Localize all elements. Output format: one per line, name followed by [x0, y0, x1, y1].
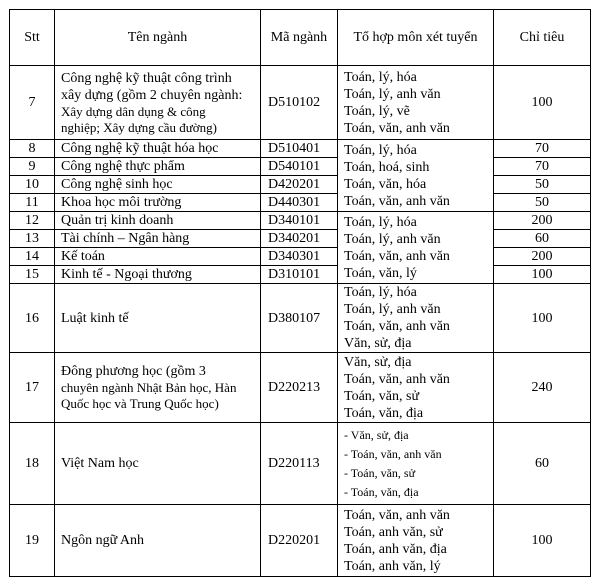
table-row [10, 423, 591, 505]
quota-cell: 60 [494, 230, 591, 248]
quota-cell: 100 [494, 266, 591, 284]
table-row [10, 505, 591, 577]
stt-cell: 13 [10, 230, 55, 248]
stt-cell: 12 [10, 212, 55, 230]
admissions-table-container [9, 9, 591, 577]
code-cell: D540101 [261, 158, 338, 176]
name-cell: Công nghệ kỹ thuật hóa học [55, 140, 261, 158]
name-cell: Tài chính – Ngân hàng [55, 230, 261, 248]
quota-cell: 100 [494, 66, 591, 140]
stt-cell: 19 [10, 505, 55, 577]
combo-line: Toán, lý, hóa [344, 214, 417, 230]
stt-cell: 8 [10, 140, 55, 158]
name-line: Đông phương học (gồm 3 [61, 364, 206, 379]
name-cell: Công nghệ sinh học [55, 176, 261, 194]
quota-cell: 70 [494, 140, 591, 158]
table-row [10, 284, 591, 353]
combo-cell [338, 212, 494, 284]
table-row [10, 230, 591, 248]
code-cell: D510102 [261, 66, 338, 140]
name-line: nghiệp; Xây dựng cầu đường) [61, 119, 217, 135]
combo-line: Toán, lý, hóa [344, 285, 417, 300]
combo-line: Toán, văn, anh văn [344, 507, 450, 523]
code-cell: D510401 [261, 140, 338, 158]
code-cell: D310101 [261, 266, 338, 284]
stt-cell: 14 [10, 248, 55, 266]
combo-line: - Toán, văn, sử [344, 465, 416, 480]
header-quota: Chỉ tiêu [494, 10, 591, 66]
combo-cell [338, 66, 494, 140]
table-row [10, 140, 591, 158]
name-line: Xây dựng dân dụng & công [61, 103, 206, 119]
combo-line: Toán, văn, anh văn [344, 319, 450, 334]
combo-line: Toán, văn, anh văn [344, 248, 450, 264]
name-cell: Việt Nam học [55, 423, 261, 505]
name-line: Công nghệ kỹ thuật công trình [61, 70, 232, 86]
code-cell: D220213 [261, 353, 338, 423]
name-line: chuyên ngành Nhật Bản học, Hàn [61, 380, 237, 395]
combo-cell [338, 284, 494, 353]
table-row [10, 176, 591, 194]
combo-line: Toán, lý, hóa [344, 142, 417, 158]
combo-line: Toán, anh văn, sử [344, 524, 443, 540]
stt-cell: 17 [10, 353, 55, 423]
code-cell: D440301 [261, 194, 338, 212]
combo-line: Toán, văn, anh văn [344, 193, 450, 209]
name-cell [55, 353, 261, 423]
quota-cell: 100 [494, 505, 591, 577]
combo-line: - Văn, sử, địa [344, 427, 409, 442]
combo-line: Văn, sử, địa [344, 354, 412, 370]
quota-cell: 50 [494, 194, 591, 212]
name-line: xây dựng (gồm 2 chuyên ngành: [61, 87, 243, 103]
quota-cell: 50 [494, 176, 591, 194]
name-cell: Công nghệ thực phẩm [55, 158, 261, 176]
quota-cell: 100 [494, 284, 591, 353]
stt-cell: 7 [10, 66, 55, 140]
combo-cell [338, 505, 494, 577]
code-cell: D220201 [261, 505, 338, 577]
quota-cell: 200 [494, 212, 591, 230]
combo-line: Toán, văn, lý [344, 265, 417, 281]
name-line: Quốc học và Trung Quốc học) [61, 396, 219, 411]
code-cell: D340101 [261, 212, 338, 230]
stt-cell: 16 [10, 284, 55, 353]
table-row [10, 353, 591, 423]
combo-line: Toán, văn, anh văn [344, 120, 450, 136]
name-cell [55, 66, 261, 140]
code-cell: D420201 [261, 176, 338, 194]
combo-line: - Toán, văn, địa [344, 484, 419, 499]
combo-line: - Toán, văn, anh văn [344, 446, 442, 461]
combo-line: Toán, lý, vẽ [344, 103, 410, 119]
stt-cell: 15 [10, 266, 55, 284]
combo-line: Văn, sử, địa [344, 336, 412, 351]
header-combo: Tổ hợp môn xét tuyển [338, 10, 494, 66]
name-cell: Luật kinh tế [55, 284, 261, 353]
stt-cell: 10 [10, 176, 55, 194]
combo-line: Toán, anh văn, lý [344, 558, 441, 574]
quota-cell: 70 [494, 158, 591, 176]
combo-line: Toán, văn, anh văn [344, 371, 450, 387]
name-cell: Ngôn ngữ Anh [55, 505, 261, 577]
table-row [10, 158, 591, 176]
combo-line: Toán, văn, hóa [344, 176, 427, 192]
combo-line: Toán, lý, anh văn [344, 231, 441, 247]
header-code: Mã ngành [261, 10, 338, 66]
combo-line: Toán, lý, anh văn [344, 86, 441, 102]
combo-cell [338, 140, 494, 212]
combo-line: Toán, lý, hóa [344, 69, 417, 85]
name-cell: Kế toán [55, 248, 261, 266]
table-row [10, 66, 591, 140]
name-cell: Khoa học môi trường [55, 194, 261, 212]
table-row [10, 248, 591, 266]
name-cell: Quản trị kinh doanh [55, 212, 261, 230]
code-cell: D340201 [261, 230, 338, 248]
quota-cell: 200 [494, 248, 591, 266]
code-cell: D220113 [261, 423, 338, 505]
combo-line: Toán, văn, sử [344, 388, 420, 404]
header-name: Tên ngành [55, 10, 261, 66]
stt-cell: 18 [10, 423, 55, 505]
code-cell: D340301 [261, 248, 338, 266]
combo-line: Toán, hoá, sinh [344, 159, 430, 175]
combo-line: Toán, anh văn, địa [344, 541, 447, 557]
table-row [10, 212, 591, 230]
admissions-table [9, 9, 591, 577]
header-stt: Stt [10, 10, 55, 66]
table-row [10, 266, 591, 284]
name-cell: Kinh tế - Ngoại thương [55, 266, 261, 284]
combo-line: Toán, văn, địa [344, 405, 424, 421]
code-cell: D380107 [261, 284, 338, 353]
stt-cell: 9 [10, 158, 55, 176]
combo-cell [338, 353, 494, 423]
combo-cell [338, 423, 494, 505]
header-row [10, 10, 591, 66]
table-row [10, 194, 591, 212]
stt-cell: 11 [10, 194, 55, 212]
combo-line: Toán, lý, anh văn [344, 302, 441, 317]
quota-cell: 60 [494, 423, 591, 505]
quota-cell: 240 [494, 353, 591, 423]
